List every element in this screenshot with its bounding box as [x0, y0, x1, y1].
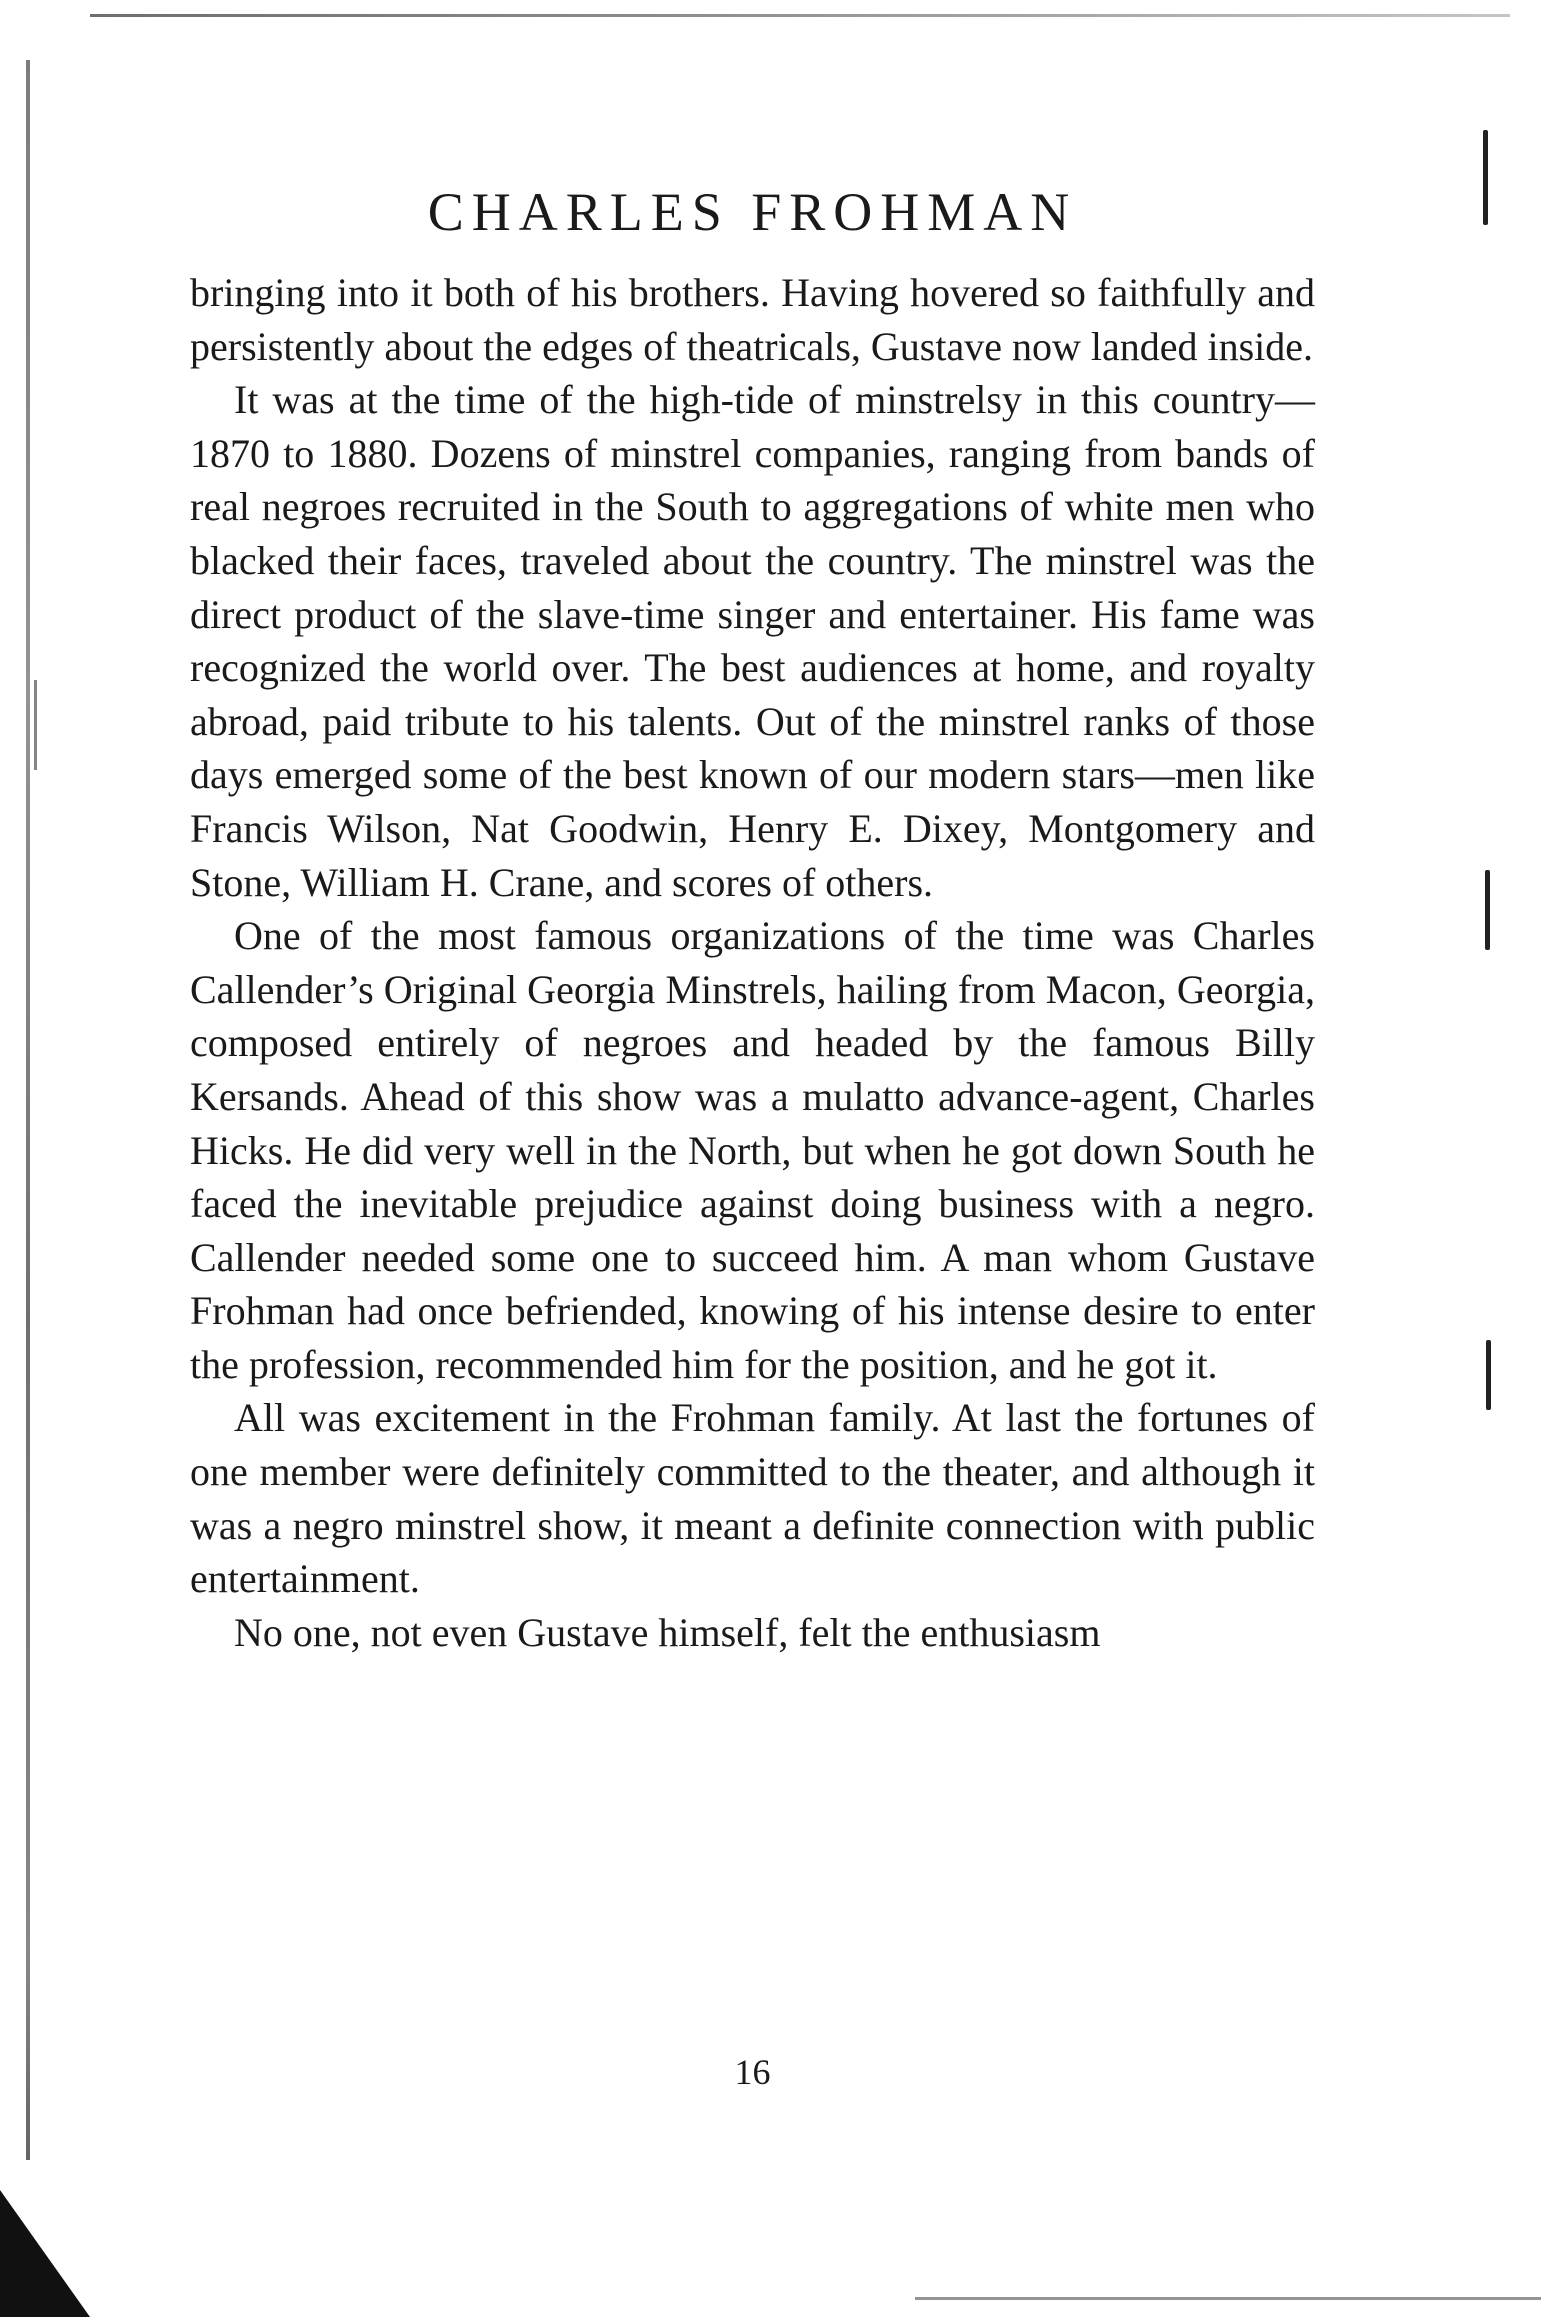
paragraph: It was at the time of the high-tide of minstrelsy in this country—1870 to 1880. Dozens of minstrel companies, ranging from bands of real negroes recruited in the South to aggregations of white men who blacked their faces, traveled about the country. The minstrel was the direct product of the slave-time singer and entertainer. His fame was recognized the world over. The best audiences at home, and royalty abroad, paid tribute to his talents. Out of the minstrel ranks of those days emerged some of the best known of our modern stars—men like Francis Wilson, Nat Goodwin, Henry E. Dixey, Montgomery and Stone, William H. Crane, and scores of others.	[190, 377, 1315, 905]
scan-right-mark	[1485, 870, 1490, 950]
running-head: CHARLES FROHMAN	[427, 182, 1078, 242]
scan-left-mark	[34, 680, 37, 770]
scan-right-mark	[1486, 1340, 1491, 1410]
paragraph: All was excitement in the Frohman family. At last the fortunes of one member were definitely committed to the theater, and although it was a negro minstrel show, it meant a definite connection with public entertainment.	[190, 1395, 1315, 1602]
scan-left-edge	[26, 60, 30, 2160]
scan-right-mark	[1483, 130, 1488, 225]
paragraph: bringing into it both of his brothers. Having hovered so faithfully and persistently about the edges of theatricals, Gustave now landed inside.	[190, 270, 1315, 369]
scan-corner-shadow	[0, 2190, 90, 2317]
body-text	[190, 266, 1315, 1659]
page-number: 16	[734, 2052, 771, 2092]
paragraph: One of the most famous organizations of the time was Charles Callender’s Original Georgia Minstrels, hailing from Macon, Georgia, composed entirely of negroes and headed by the famous Billy Kersands. Ahead of this show was a mulatto advance-agent, Charles Hicks. He did very well in the North, but when he got down South he faced the inevitable prejudice against doing business with a negro. Callender needed some one to succeed him. A man whom Gustave Frohman had once befriended, knowing of his intense desire to enter the profession, recommended him for the position, and he got it.	[190, 913, 1315, 1387]
scan-top-edge	[90, 14, 1510, 17]
paragraph: No one, not even Gustave himself, felt the enthusiasm	[234, 1609, 1101, 1655]
scan-bottom-edge	[915, 2297, 1541, 2300]
